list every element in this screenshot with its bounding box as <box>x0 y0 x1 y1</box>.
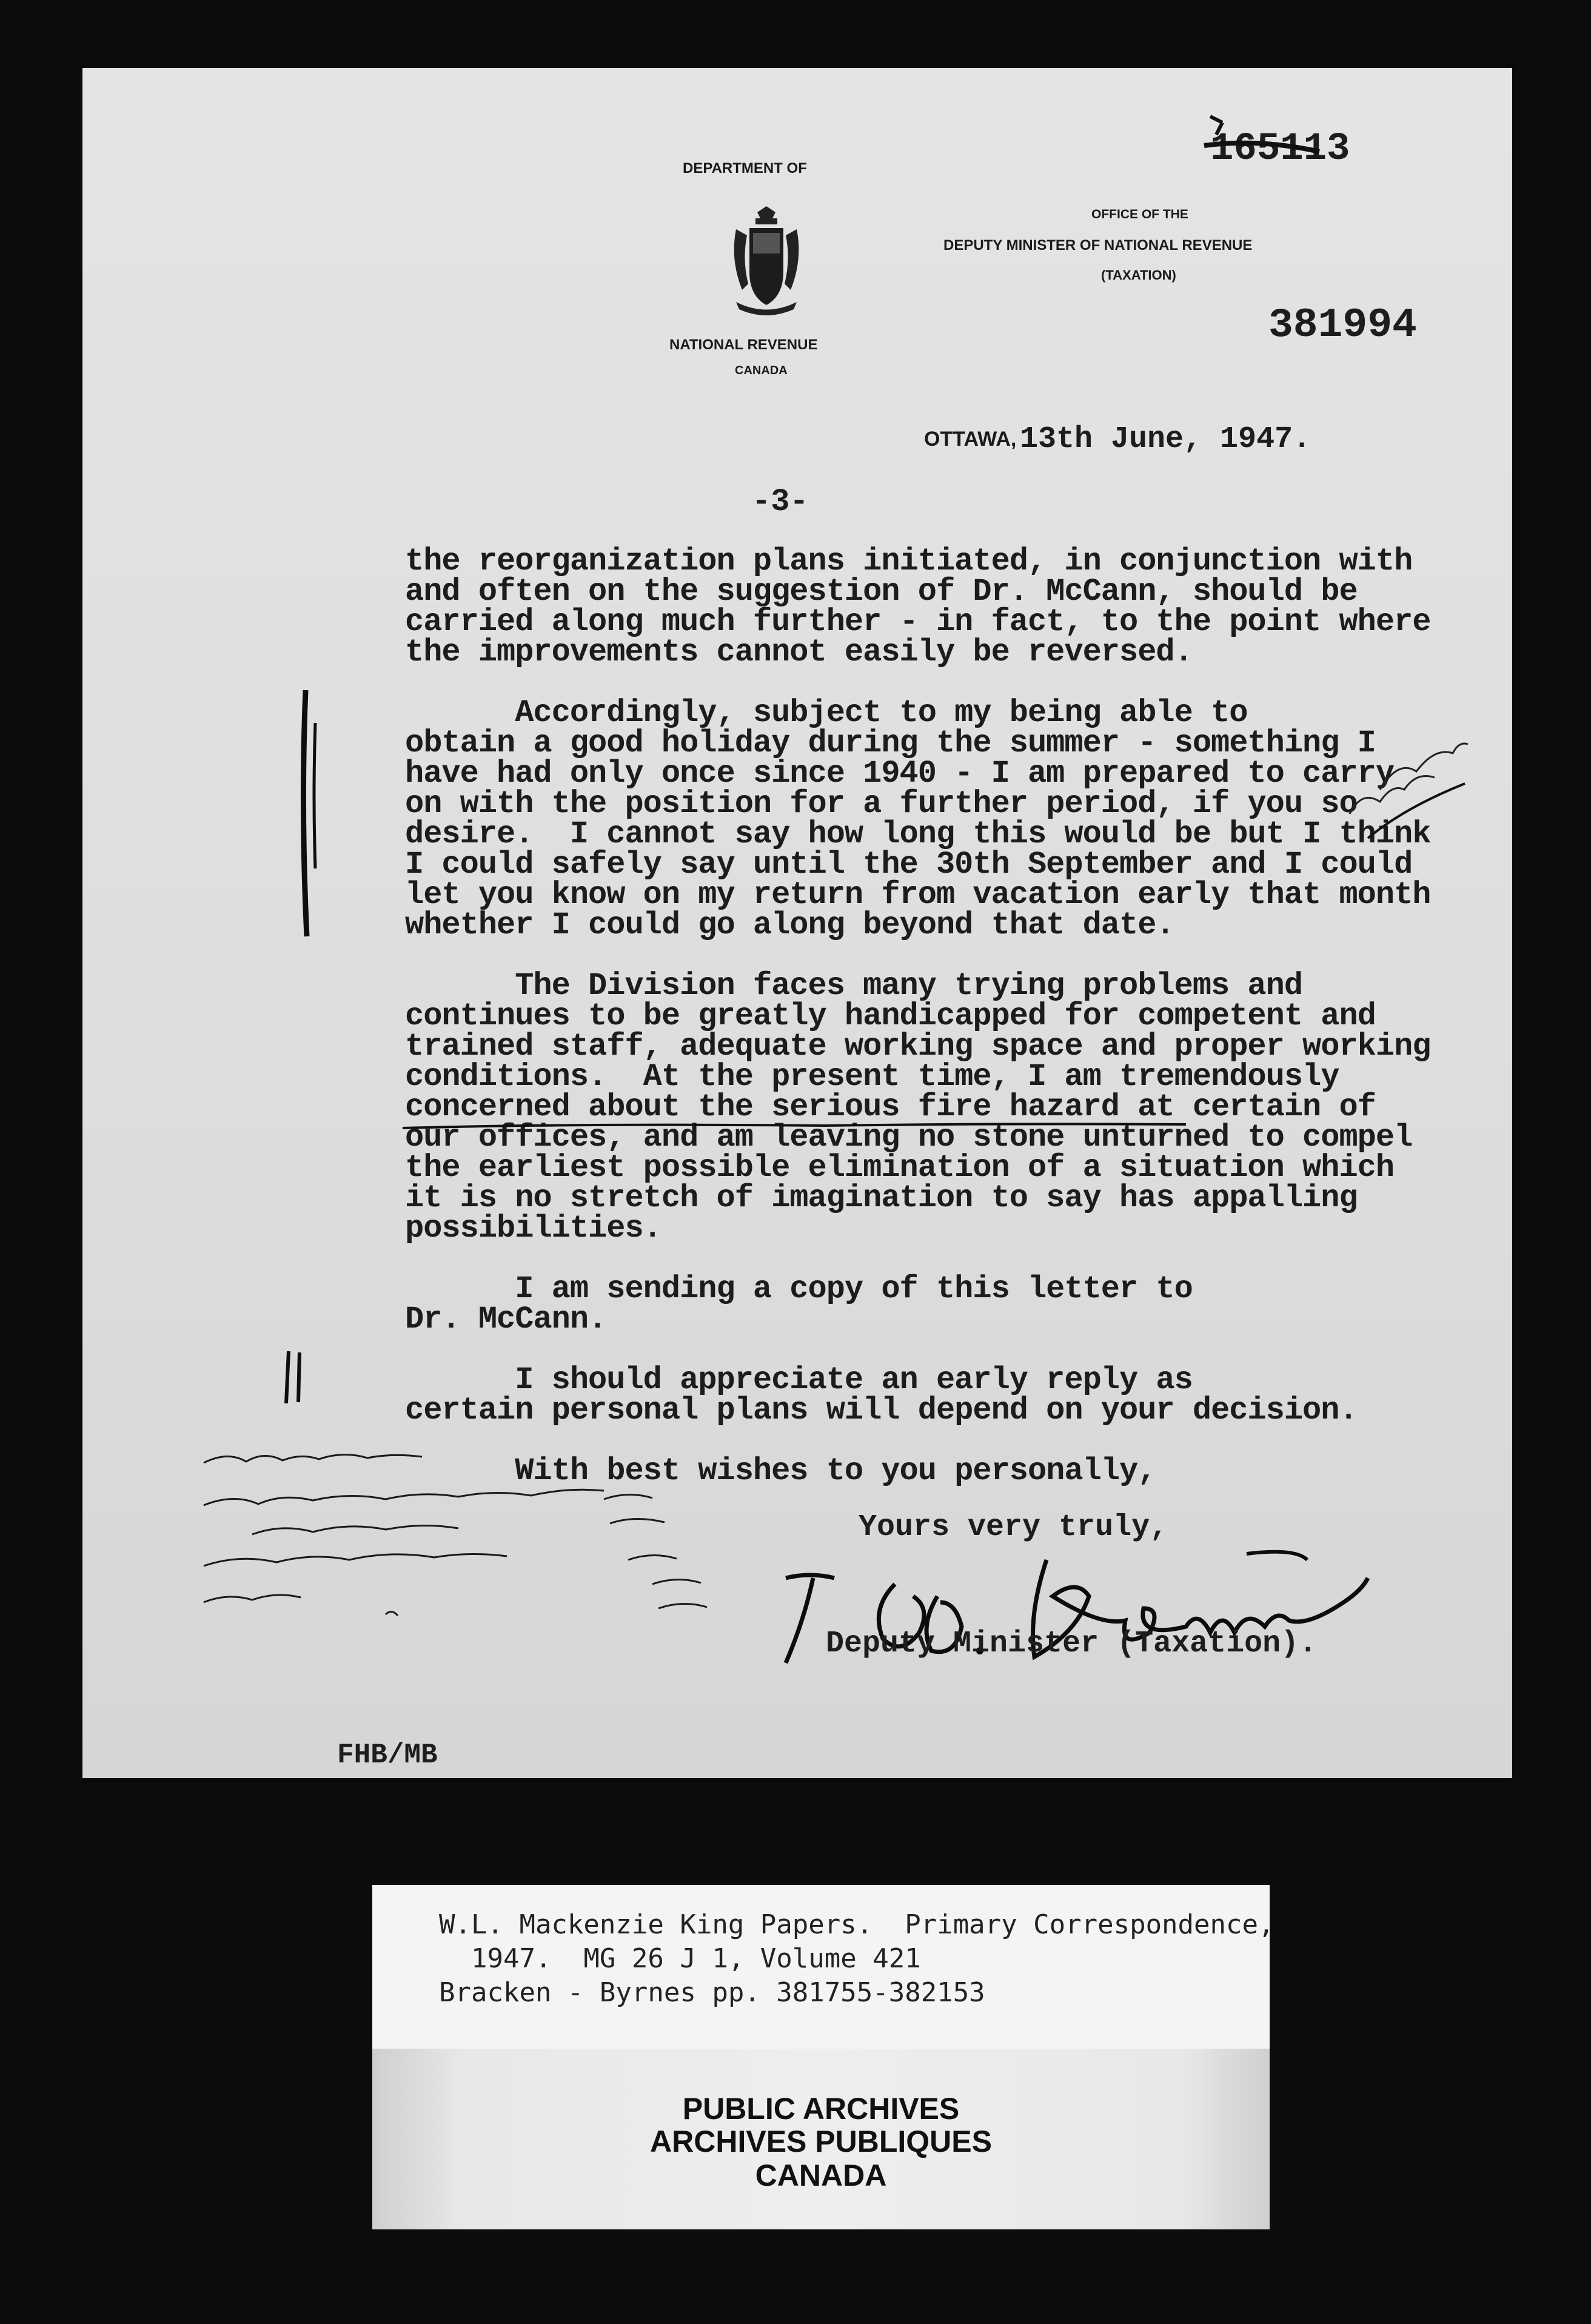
typist-initials: FHB/MB <box>337 1739 438 1771</box>
body-line: have had only once since 1940 - I am prepared to carry <box>405 756 1395 791</box>
body-line: certain personal plans will depend on your decision. <box>405 1392 1358 1428</box>
archive-stamp-line-1: PUBLIC ARCHIVES <box>682 2092 960 2126</box>
body-line: Accordingly, subject to my being able to <box>405 695 1248 731</box>
archive-label-line-2: 1947. MG 26 J 1, Volume 421 <box>439 1943 921 1974</box>
signature <box>762 1536 1429 1693</box>
body-line: continues to be greatly handicapped for competent and <box>405 998 1376 1034</box>
body-line: possibilities. <box>405 1211 662 1246</box>
date-text: 13th June, 1947. <box>1020 422 1311 457</box>
body-line: let you know on my return from vacation early that month <box>405 877 1431 913</box>
handwritten-margin-note <box>1344 717 1477 899</box>
handwritten-annotation <box>192 1432 828 1663</box>
closing-text: Yours very truly, <box>859 1510 1168 1545</box>
page-number: -3- <box>752 484 809 520</box>
dept-top-label: DEPARTMENT OF <box>683 160 807 176</box>
archive-label-line-3: Bracken - Byrnes pp. 381755-382153 <box>439 1977 985 2008</box>
body-line: I am sending a copy of this letter to <box>405 1271 1193 1307</box>
body-line: concerned about the serious fire hazard at certain of <box>405 1089 1376 1125</box>
body-line: I should appreciate an early reply as <box>405 1362 1193 1398</box>
file-number: 381994 <box>1268 302 1417 349</box>
body-line: the improvements cannot easily be reversed. <box>405 634 1193 670</box>
archive-label-line-1: W.L. Mackenzie King Papers. Primary Correspondence, <box>439 1909 1274 1940</box>
archive-stamp <box>372 2049 1270 2229</box>
file-number-struck: 165113 <box>1210 127 1350 171</box>
office-line-1: OFFICE OF THE <box>1091 207 1188 221</box>
archive-reference-label <box>372 1885 1274 2049</box>
dept-country-label: CANADA <box>735 364 788 377</box>
margin-bracket-mark <box>289 687 325 941</box>
letter-page <box>82 68 1512 1778</box>
handwritten-underline <box>400 1117 1188 1135</box>
strike-through-mark <box>1198 98 1325 165</box>
body-line: I could safely say until the 30th September and I could <box>405 847 1413 882</box>
body-line: desire. I cannot say how long this would be but I think <box>405 816 1431 852</box>
margin-double-stroke-mark <box>278 1348 314 1408</box>
body-line: conditions. At the present time, I am tremendously <box>405 1059 1339 1095</box>
date-place: OTTAWA, <box>924 428 1017 451</box>
body-line: Dr. McCann. <box>405 1301 607 1337</box>
body-line: it is no stretch of imagination to say has appalling <box>405 1180 1358 1216</box>
office-line-2: DEPUTY MINISTER OF NATIONAL REVENUE <box>943 237 1253 254</box>
body-line: obtain a good holiday during the summer - something I <box>405 725 1376 761</box>
archive-stamp-line-3: CANADA <box>755 2158 887 2192</box>
body-line: our offices, and am leaving no stone unturned to compel <box>405 1120 1413 1155</box>
coat-of-arms-logo <box>724 205 809 320</box>
archive-stamp-line-2: ARCHIVES PUBLIQUES <box>650 2124 992 2158</box>
dept-bottom-label: NATIONAL REVENUE <box>669 337 818 353</box>
office-line-3: (TAXATION) <box>1101 267 1176 283</box>
signer-title: Deputy Minister (Taxation). <box>826 1627 1318 1661</box>
body-line: the reorganization plans initiated, in conjunction with <box>405 543 1413 579</box>
body-line: With best wishes to you personally, <box>405 1453 1156 1489</box>
body-line: whether I could go along beyond that date. <box>405 907 1174 943</box>
body-line: on with the position for a further period, if you so <box>405 786 1358 822</box>
body-line: and often on the suggestion of Dr. McCann, should be <box>405 574 1358 610</box>
body-line: the earliest possible elimination of a situation which <box>405 1150 1395 1186</box>
body-line: trained staff, adequate working space and proper working <box>405 1029 1431 1064</box>
body-line: carried along much further - in fact, to the point where <box>405 604 1431 640</box>
body-line: The Division faces many trying problems and <box>405 968 1303 1004</box>
